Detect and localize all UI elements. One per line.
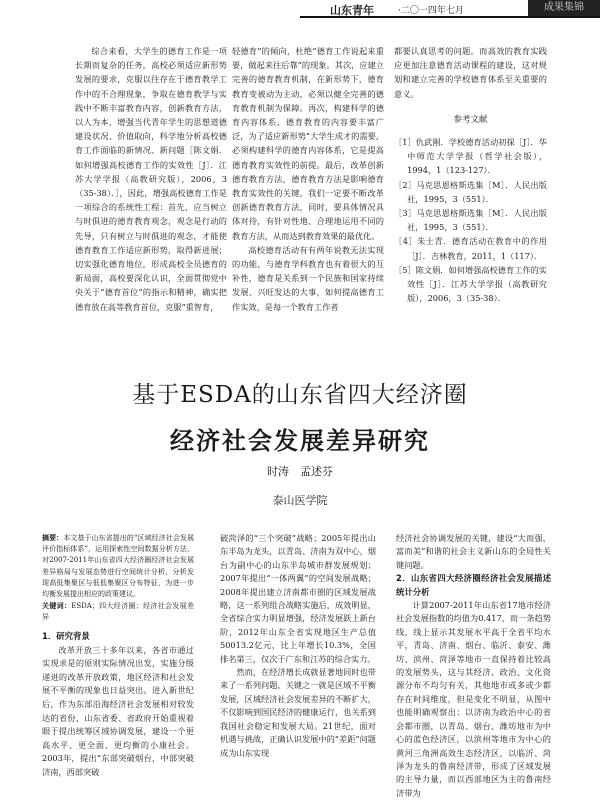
page-header — [0, 0, 600, 18]
article-affiliation: 泰山医学院 — [272, 494, 328, 507]
prev-paragraph: 轻德育”的倾向，杜绝“德育工作说起来重要，做起来往后靠”的现象。其次，应建立完善的德育教育机制，在新形势下，德育教育变被动为主动，必须以健全完善的德育教育机制为保障。再次，构建科学的德育内容体系，德育教育的内容要丰富广泛，为了适应新形势“大学生成才的需要，必须构建科学的德育内容体系，它是提高德育教育实效性的前提。最后，改革创新德育教育方法，德育教育方法是影响德育教育实效性的关键，我们一定要不断改革创新德育教育方法，同时，要具体情况具体对待，有针对性地、合理地运用不同的教育方法，从而达到教育效果的最优化。 — [232, 46, 384, 241]
article-title-line-2: 经济社会发展差异研究 — [170, 427, 430, 455]
prev-article-column-3 — [394, 44, 547, 305]
section-tab: 成果集锦 — [528, 0, 600, 16]
prev-paragraph: 高校德育活动有有两年说教无法实现的功能，与德育学科教育也有着很大的互补性，德育是关系到一个民族和国家持续发展、兴旺发达的大事，如何提高德育工作实效，是每一个教育工作者 — [232, 244, 384, 312]
prev-paragraph: 都要认真思考的问题。而高效的教育实践应更加注意德育活动课程的建设，这对规划和建立完善的学校德育体系至关重要的意义。 — [394, 46, 547, 99]
reference-item: ［5］陈文娟．如何增强高校德育工作的实效性［J］．江苏大学学报（高教研究版），2006，3（35-38）． — [394, 264, 547, 304]
keywords — [42, 600, 194, 623]
abstract — [42, 532, 194, 600]
reference-item: ［4］朱士青．德育活动在教育中的作用［J］．吉林教育，2011，1（117）． — [394, 236, 547, 261]
issue-date: ·二〇一四年七月 — [398, 6, 464, 16]
section-heading: 2．山东省四大经济圈经济社会发展描述统计分析 — [396, 573, 551, 597]
abstract-block — [42, 532, 194, 624]
reference-item: ［2］马克思恩格斯选集［M］．人民出版社，1995，3（551）． — [394, 179, 547, 204]
journal-name: 山东青年 — [330, 4, 374, 17]
article-paragraph: 改革开放三十多年以来，各省市通过实现求是的原则实际情况出发，实施分级递进的改革开放政策，地区经济和社会发展不平衡的现象也日益突出。进入新世纪后，作为东部沿海经济社会发展相对较发达的省份，山东省委、省政府开始重视着眼于提出统筹区域协调发展，建设一个更高水平、更全面、更均衡的小康社会。2003年，提出“东部突破烟台，中部突破济南，西部突破 — [42, 644, 194, 777]
article-paragraph: 破菏泽的“三个突破”战略；2005年提出山东半岛为龙头，以青岛、济南为双中心，烟台为副中心的山东半岛城市群发展规划；2007年提出“一体两翼”的空间发展战略；2008年提出建立济南都市圈的区域发展战略，这一系列组合战略实施后，成效明显，全省综合实力明显增强，经济发展跃上新台阶，2012年山东全省实现地区生产总值50013.2亿元，比上年增长10.3%，全国排名第三，仅次于广东和江苏的综合实力。 — [220, 533, 376, 664]
reference-item: ［3］马克思恩格斯选集［M］．人民出版社，1995，3（551）． — [394, 208, 547, 233]
prev-article-column-2 — [232, 44, 384, 314]
article-paragraph: 计算2007-2011年山东省17地市经济社会发展指数的均值为0.417，而一条趋势线，线上显示其发展水平高于全省平均水平，青岛、济南、烟台、临沂、泰安、潍坊、滨州、菏泽等地市一直保持着比较高的发展势头，这与其经济、政治、文化资源分布不均匀有关，其他地市或多或少都存在时间维度，但是变化不明显，从图中也能明确观察出：以济南为政治中心的省会都市圈，以青岛、烟台、潍坊地市为中心的蓝色经济区，以滨州等地市为中心的黄河三角洲高效生态经济区，以临沂、菏泽为龙头的鲁南经济带，形成了区域发展的主导力量，而以西部地区为主的鲁南经济带为 — [396, 600, 551, 798]
article-paragraph: 经济社会协调发展的关键，建设“大而强，富而美”和谐的社会主义新山东的全局性关键问题。 — [396, 533, 551, 570]
article-title-line-1: 基于ESDA的山东省四大经济圈 — [132, 382, 468, 408]
prev-paragraph: 综合来看，大学生的德育工作是一项长期而复杂的任务，高校必须适应新形势发展的要求，克服以往存在于德育教学工作中的不合理现象，争取在德育教学与实践中不断丰富教育内容，创新教育方法，以人为本，增强当代青年学生的思想道德建设状况、价值取向，科学地分析高校德育工作面临的新情况、新问题［陈文娟．如何增强高校德育工作的实效性［J］．江苏大学学报（高教研究版），2006，3（35-38）．］，因此，增强高校德育工作是一项综合的系统性工程：首先，应当树立与时俱进的德育教育观念，观念是行动的先导，只有树立与时俱进的观念，才能使德育教育工作适应新形势，取得新进展；切实强化德育地位，形成高校全员德育的新局面，高校要深化认识，全面贯彻党中央关于“德育首位”的指示和精神，确实把德育放在高等教育首位，克服“重智育， — [75, 46, 227, 312]
article-column-1 — [42, 630, 194, 780]
section-heading: 1．研究背景 — [42, 631, 90, 641]
reference-item: ［1］仇武刚．学校德育活动初探［J］．华中师范大学学报（哲学社会版），1994，1（123-127）． — [394, 137, 547, 176]
article-authors: 时涛 孟述芬 — [267, 465, 333, 478]
keywords-label: 关键词： — [42, 601, 72, 611]
article-column-2 — [220, 532, 376, 760]
keywords-text: ESDA；四大经济圈；经济社会发展差异 — [42, 602, 194, 622]
abstract-label: 摘要： — [42, 533, 64, 542]
prev-article-column-1 — [75, 44, 227, 314]
references-title: 参考文献 — [453, 114, 488, 125]
article-paragraph: 然而，在经济增长成就显著地同时也带来了一系列问题，关键之一就是区域不平衡发展，区域经济社会发展差异的不断扩大，不仅影响到国民经济的健康运行，也关系到我国社会稳定和发展大局。21世纪，面对机遇与挑战，正确认识发展中的“差距”问题成为山东实现 — [220, 667, 376, 758]
article-column-3 — [396, 532, 551, 800]
references-list — [394, 135, 547, 305]
abstract-text: 本文基于山东省提出的“区域经济社会发展评价指标体系”，运用探索性空间数据分析方法，对2007-2011年山东省四大经济圈经济社会发展差异格局与发展态势进行空间统计分析，分析发现高低集聚区与低低集聚区分布特征，为进一步均衡发展提出相应的政策建议。 — [42, 534, 194, 599]
